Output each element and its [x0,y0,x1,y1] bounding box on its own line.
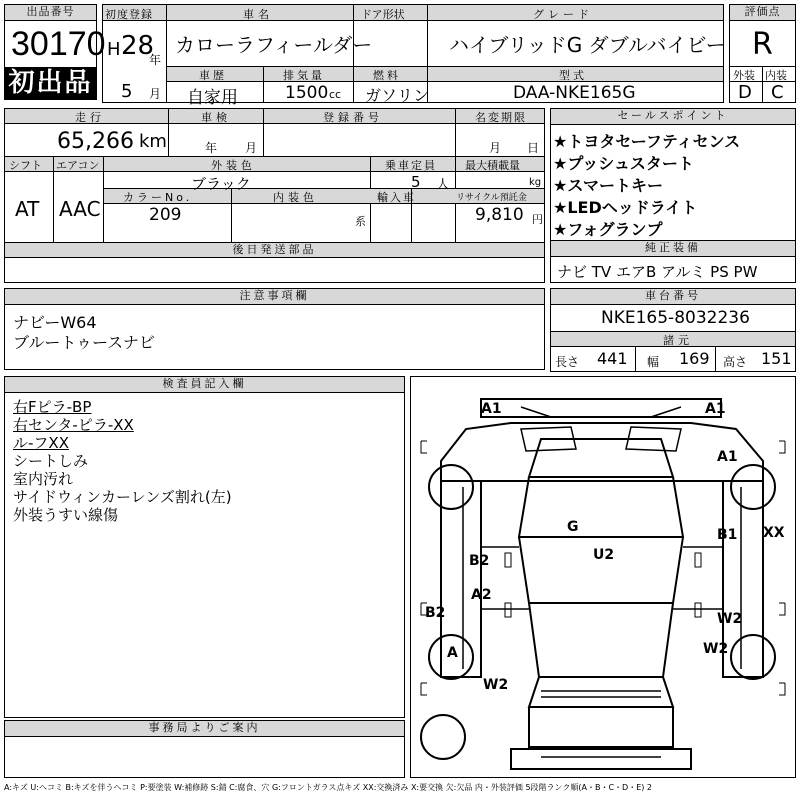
damage-mark-g: G [567,519,579,535]
genuine-equipment: ナビ TV エアB アルミ PS PW [557,263,758,281]
month-unit: 月 [149,87,162,101]
score-label: 評価点 [730,5,795,21]
reg-no-label: 登録番号 [323,111,383,124]
transfer-month-unit: 月 [489,141,502,155]
int-color-unit: 系 [355,215,366,228]
history: 自家用 [187,88,238,108]
load-unit: kg [529,177,542,188]
first-listing-badge: 初出品 [5,67,96,99]
sales-point-3: ★スマートキー [553,176,664,195]
lot-number-box [4,4,106,100]
capacity: 5 [411,173,421,191]
chassis-box [550,288,796,372]
note-line-2: ブルートゥースナビ [13,333,155,352]
displacement-label: 排気量 [283,69,325,82]
sales-points-box [550,108,796,241]
damage-mark-w2-right-rear: W2 [717,611,743,627]
score: R [752,27,773,62]
damage-mark-u2: U2 [593,547,615,563]
lot-number-label: 出品番号 [5,5,96,21]
inspection-year-unit: 年 [205,141,218,155]
month: 5 [121,81,133,102]
chassis-label: 車台番号 [551,289,795,305]
displacement-unit: cc [329,88,342,101]
sales-point-4: ★LEDヘッドライト [553,198,698,217]
mileage: 65,266 [57,129,134,154]
door-label: ドア形状 [361,8,405,21]
details-box [4,108,545,243]
mileage-unit: km [139,131,167,152]
legend: A:キズ U:ヘコミ B:キズを伴うヘコミ P:要塗装 W:補修跡 S:錆 C:腐食、穴 G:フロントガラス点キズ XX:交換済み X:要交換 欠:欠品 内・外装評価 5段階ランク順(A・B・C・D・E) 2 [4,783,653,792]
color-no-label: カラーNo. [123,191,193,204]
sales-points-label: セールスポイント [551,109,795,125]
notes-box [4,288,545,370]
transfer-label: 名変期限 [475,111,527,124]
height-label: 高さ [723,355,748,369]
displacement: 1500 [285,83,329,103]
color: ブラック [191,175,251,193]
genuine-equipment-box [550,240,796,283]
inspector-line-6: サイドウィンカーレンズ割れ(左) [13,488,232,506]
inspector-box [4,376,405,718]
grade-label: グレード [533,8,593,21]
history-label: 車歴 [199,69,227,82]
later-parts-label: 後日発送部品 [5,243,544,258]
office-label: 事務局よりご案内 [5,721,404,737]
genuine-equipment-label: 純正装備 [551,241,795,257]
damage-mark-b1-right-door: B1 [717,527,738,543]
inspector-line-5: 室内汚れ [13,470,74,488]
length-label: 長さ [555,355,580,369]
fuel: ガソリン [365,86,430,105]
inspector-line-3: ル-フXX [13,434,69,452]
import-label: 輸入車 [377,191,416,204]
model: DAA-NKE165G [513,83,636,103]
damage-diagram [410,376,796,778]
damage-mark-w2-right-wheel: W2 [703,641,729,657]
recycle: 9,810 [475,205,524,225]
inspector-line-2: 右センタ-ピラ-XX [13,416,134,434]
inspection-month-unit: 月 [245,141,258,155]
car-name: カローラフィールダー [175,33,373,57]
grade: ハイブリッドG ダブルバイビー [449,33,726,57]
spec-label: 諸元 [663,334,693,347]
later-parts-box [4,242,545,283]
score-box [729,4,796,103]
model-label: 型式 [559,69,587,82]
capacity-label: 乗車定員 [385,159,437,172]
era: H [107,39,121,60]
inspector-line-4: シートしみ [13,452,89,470]
vehicle-header-box [102,4,726,108]
car-name-label: 車名 [243,8,273,21]
shift: AT [15,197,40,221]
damage-mark-a1-right-fender: A1 [717,449,738,465]
width-label: 幅 [647,355,660,369]
shift-label: シフト [9,159,42,172]
inspector-label: 検査員記入欄 [5,377,404,393]
note-line-1: ナビーW64 [13,313,97,332]
ac: AAC [59,197,101,221]
damage-mark-a1-front-right: A1 [705,401,726,417]
capacity-unit: 人 [437,177,450,191]
damage-mark-a-left-wheel: A [447,645,458,661]
int-grade-label: 内装 [765,69,787,82]
color-no: 209 [149,205,182,225]
office-box [4,720,405,778]
sales-point-2: ★プッシュスタート [553,154,694,173]
color-label: 外装色 [211,159,256,172]
damage-mark-b2-left: B2 [425,605,446,621]
damage-mark-a1-front-left: A1 [481,401,502,417]
first-reg-label: 初度登録 [105,8,153,21]
int-color-label: 内装色 [273,191,318,204]
inspection-label: 車検 [201,111,231,124]
damage-mark-b2-left-door: B2 [469,553,490,569]
lot-number: 30170 [11,25,106,63]
mileage-label: 走行 [75,111,105,124]
ac-label: エアコン [56,159,100,172]
int-grade: C [771,82,784,103]
car-outline [411,377,795,777]
year: 28 [121,31,155,61]
fuel-label: 燃料 [373,69,401,82]
year-unit: 年 [149,53,162,67]
recycle-label: リサイクル預託金 [456,193,527,203]
chassis-number: NKE165-8032236 [601,308,750,328]
damage-mark-xx-right: XX [763,525,785,541]
damage-mark-w2-rear: W2 [483,677,509,693]
notes-label: 注意事項欄 [5,289,544,305]
ext-grade-label: 外装 [733,69,755,82]
transfer-day-unit: 日 [527,141,540,155]
inspector-line-7: 外装うすい線傷 [13,506,119,524]
length: 441 [597,349,628,368]
recycle-unit: 円 [532,213,543,226]
ext-grade: D [738,82,752,103]
height: 151 [761,349,792,368]
sales-point-1: ★トヨタセーフティセンス [553,132,741,151]
damage-mark-a2-left-rear: A2 [471,587,492,603]
inspector-line-1: 右Fピラ-BP [13,398,92,416]
sales-point-5: ★フォグランプ [553,220,663,239]
width: 169 [679,349,710,368]
load-label: 最大積載量 [465,159,520,172]
